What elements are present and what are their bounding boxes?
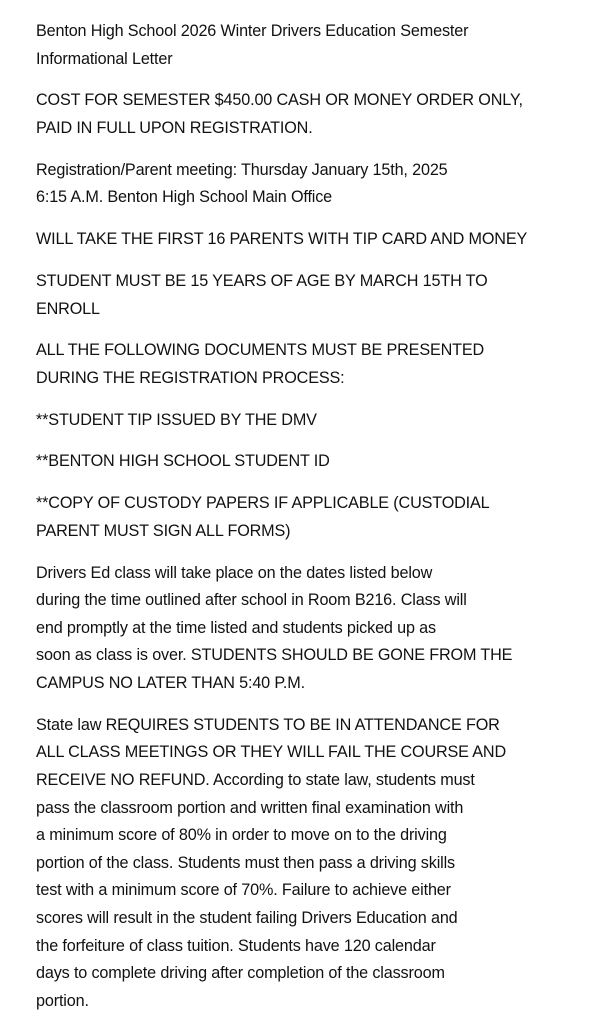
letter-paragraph <box>36 226 600 254</box>
letter-paragraph <box>36 337 600 392</box>
paragraph-line: Benton High School 2026 Winter Drivers Education Semester <box>36 22 469 40</box>
letter-paragraph <box>36 448 600 476</box>
paragraph-line: during the time outlined after school in Room B216. Class will <box>36 591 467 610</box>
paragraph-line: end promptly at the time listed and students picked up as <box>36 618 436 637</box>
paragraph-line: State law REQUIRES STUDENTS TO BE IN ATTENDANCE FOR <box>36 715 500 734</box>
paragraph-line: scores will result in the student failing Drivers Education and <box>36 908 458 927</box>
paragraph-line: STUDENT MUST BE 15 YEARS OF AGE BY MARCH 15TH TO <box>36 271 488 290</box>
letter-paragraph <box>36 490 600 545</box>
paragraph-line: PAID IN FULL UPON REGISTRATION. <box>36 118 313 137</box>
paragraph-line: ENROLL <box>36 299 100 318</box>
paragraph-line: a minimum score of 80% in order to move on to the driving <box>36 826 447 845</box>
paragraph-line: **STUDENT TIP ISSUED BY THE DMV <box>36 410 317 429</box>
letter-paragraph <box>36 560 600 698</box>
paragraph-line: PARENT MUST SIGN ALL FORMS) <box>36 521 291 540</box>
paragraph-line: portion. <box>36 991 89 1010</box>
paragraph-line: portion of the class. Students must then pass a driving skills <box>36 853 455 872</box>
letter-paragraph <box>36 268 600 323</box>
letter-paragraph <box>36 18 600 73</box>
paragraph-line: CAMPUS NO LATER THAN 5:40 P.M. <box>36 673 305 692</box>
paragraph-line: ALL THE FOLLOWING DOCUMENTS MUST BE PRESENTED <box>36 341 485 360</box>
paragraph-line: Informational Letter <box>36 49 173 68</box>
letter-paragraph <box>36 712 600 1016</box>
paragraph-line: soon as class is over. STUDENTS SHOULD BE GONE FROM THE <box>36 646 513 665</box>
paragraph-line: COST FOR SEMESTER $450.00 CASH OR MONEY ORDER ONLY, <box>36 91 523 110</box>
paragraph-line: Drivers Ed class will take place on the dates listed below <box>36 563 433 582</box>
letter-paragraph <box>36 87 600 142</box>
paragraph-line: RECEIVE NO REFUND. According to state law, students must <box>36 770 475 789</box>
paragraph-line: pass the classroom portion and written final examination with <box>36 798 464 817</box>
paragraph-line: test with a minimum score of 70%. Failure to achieve either <box>36 881 451 900</box>
paragraph-line: **COPY OF CUSTODY PAPERS IF APPLICABLE (CUSTODIAL <box>36 494 490 513</box>
paragraph-line: 6:15 A.M. Benton High School Main Office <box>36 188 333 207</box>
paragraph-line: days to complete driving after completion of the classroom <box>36 964 445 983</box>
paragraph-line: **BENTON HIGH SCHOOL STUDENT ID <box>36 452 330 471</box>
letter-paragraph <box>36 407 600 435</box>
letter-paragraph <box>36 157 600 212</box>
paragraph-line: DURING THE REGISTRATION PROCESS: <box>36 368 345 387</box>
paragraph-line: the forfeiture of class tuition. Students have 120 calendar <box>36 936 436 955</box>
paragraph-line: ALL CLASS MEETINGS OR THEY WILL FAIL THE COURSE AND <box>36 743 507 762</box>
paragraph-line: Registration/Parent meeting: Thursday January 15th, 2025 <box>36 160 448 179</box>
paragraph-line: WILL TAKE THE FIRST 16 PARENTS WITH TIP CARD AND MONEY <box>36 230 528 249</box>
